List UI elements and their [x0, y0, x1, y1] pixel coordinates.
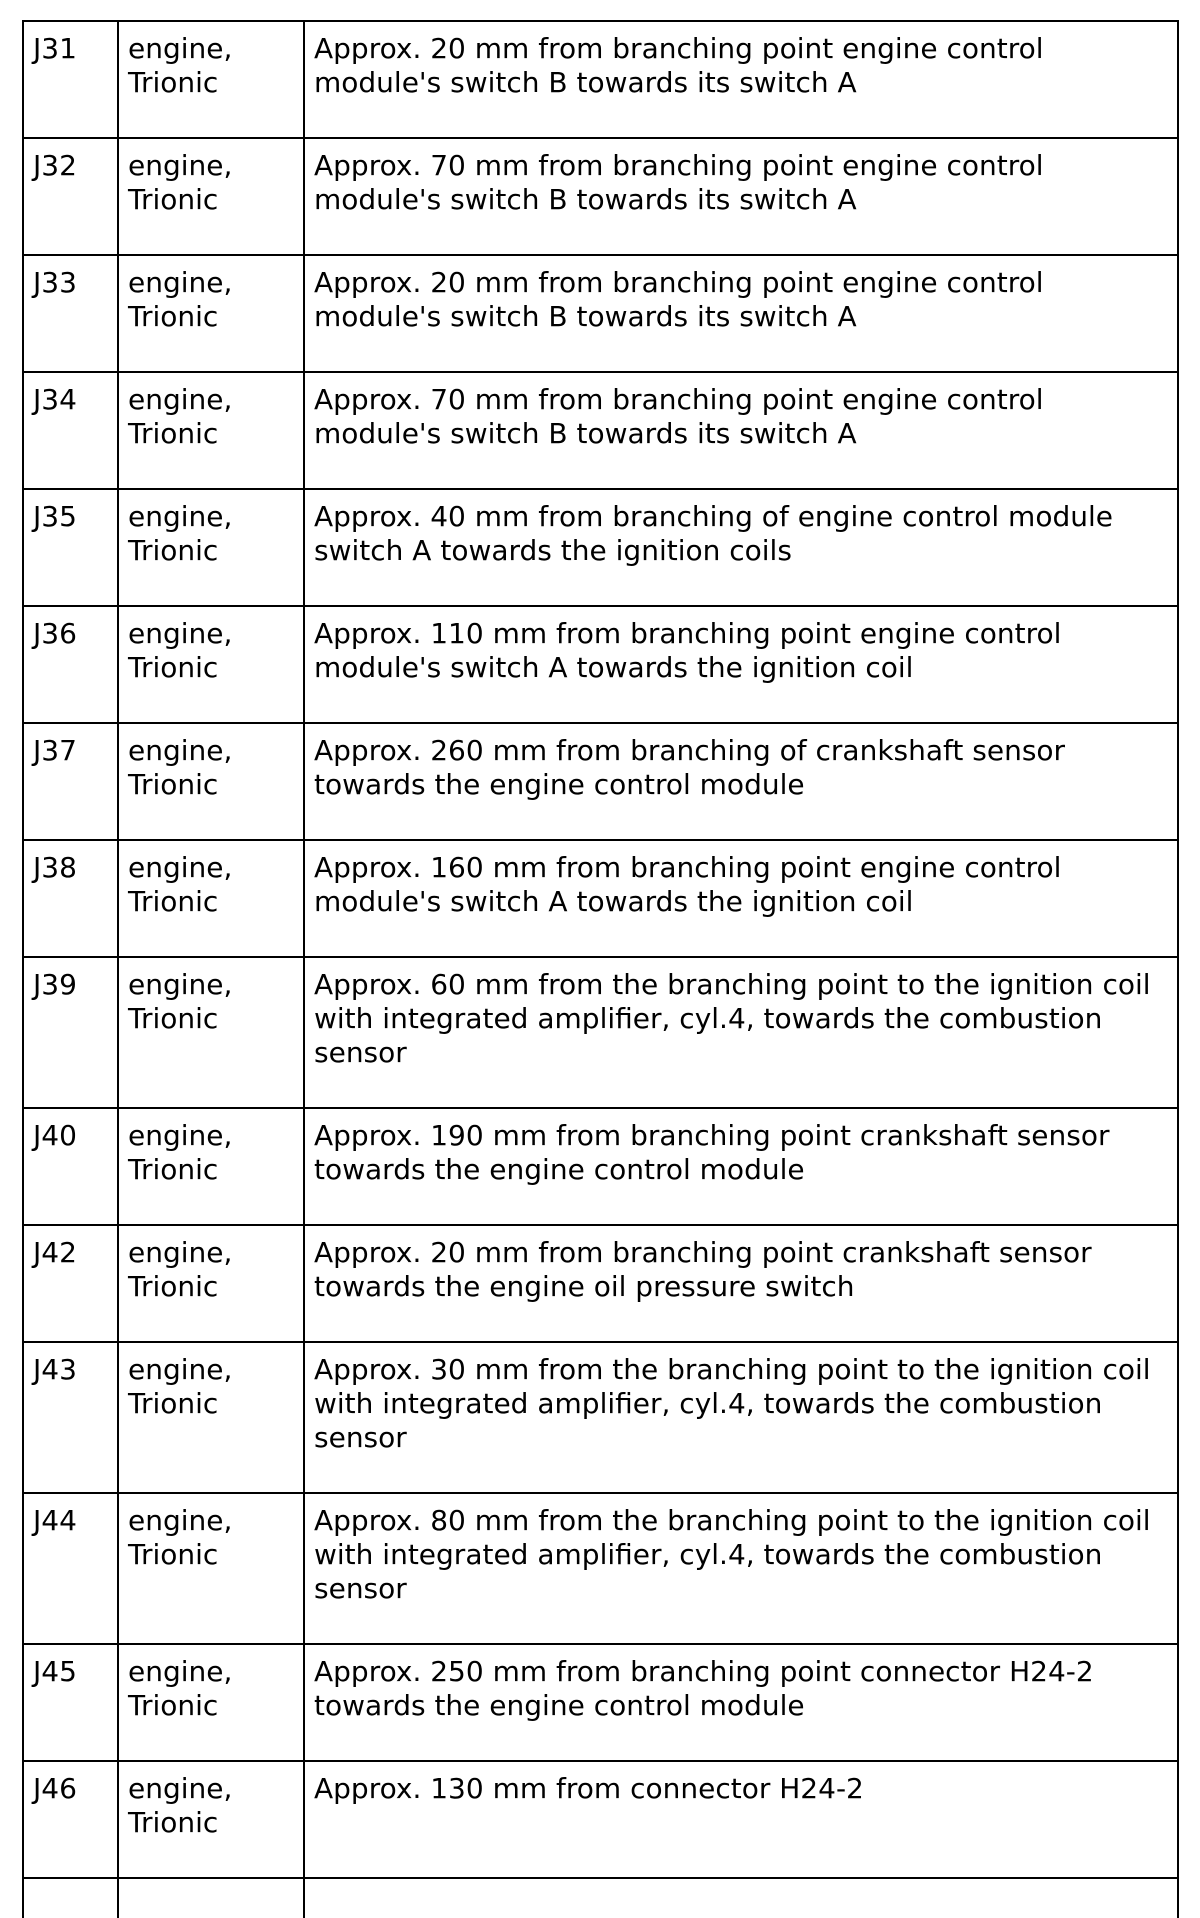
location-cell: engine, Trionic — [118, 1108, 304, 1225]
location-cell: engine, Trionic — [118, 723, 304, 840]
splice-id-cell: J38 — [23, 840, 118, 957]
description-cell: Approx. 70 mm from branching point engine control module's switch B towards its switch A — [304, 138, 1178, 255]
table-row — [23, 1342, 1178, 1493]
table-row — [23, 723, 1178, 840]
table-row — [23, 1761, 1178, 1878]
table-row — [23, 840, 1178, 957]
table-row — [23, 606, 1178, 723]
description-cell: Approx. 130 mm from connector H24-2 — [304, 1761, 1178, 1878]
location-cell: engine, Trionic — [118, 372, 304, 489]
location-cell: engine, Trionic — [118, 606, 304, 723]
location-cell: engine, Trionic — [118, 1225, 304, 1342]
table-row — [23, 1108, 1178, 1225]
splice-id-cell: J46 — [23, 1761, 118, 1878]
table-row — [23, 1225, 1178, 1342]
table-row — [23, 138, 1178, 255]
description-cell: Approx. 20 mm from branching point crankshaft sensor towards the engine oil pressure switch — [304, 1225, 1178, 1342]
splice-location-table — [22, 20, 1179, 1918]
table-row — [23, 1644, 1178, 1761]
description-cell — [304, 1878, 1178, 1918]
location-cell — [118, 1878, 304, 1918]
description-cell: Approx. 80 mm from the branching point to the ignition coil with integrated amplifier, cyl.4, towards the combustion sensor — [304, 1493, 1178, 1644]
description-cell: Approx. 110 mm from branching point engine control module's switch A towards the ignition coil — [304, 606, 1178, 723]
location-cell: engine, Trionic — [118, 489, 304, 606]
table-row — [23, 1493, 1178, 1644]
splice-id-cell: J36 — [23, 606, 118, 723]
location-cell: engine, Trionic — [118, 840, 304, 957]
splice-id-cell: J35 — [23, 489, 118, 606]
description-cell: Approx. 70 mm from branching point engine control module's switch B towards its switch A — [304, 372, 1178, 489]
description-cell: Approx. 250 mm from branching point connector H24-2 towards the engine control module — [304, 1644, 1178, 1761]
splice-id-cell: J44 — [23, 1493, 118, 1644]
splice-id-cell: J39 — [23, 957, 118, 1108]
location-cell: engine, Trionic — [118, 1493, 304, 1644]
description-cell: Approx. 30 mm from the branching point to the ignition coil with integrated amplifier, cyl.4, towards the combustion sensor — [304, 1342, 1178, 1493]
splice-id-cell: J33 — [23, 255, 118, 372]
splice-id-cell: J31 — [23, 21, 118, 138]
splice-id-cell: J40 — [23, 1108, 118, 1225]
table-row — [23, 957, 1178, 1108]
table-row — [23, 372, 1178, 489]
table-row — [23, 489, 1178, 606]
description-cell: Approx. 20 mm from branching point engine control module's switch B towards its switch A — [304, 255, 1178, 372]
description-cell: Approx. 190 mm from branching point crankshaft sensor towards the engine control module — [304, 1108, 1178, 1225]
location-cell: engine, Trionic — [118, 138, 304, 255]
location-cell: engine, Trionic — [118, 21, 304, 138]
description-cell: Approx. 60 mm from the branching point to the ignition coil with integrated amplifier, cyl.4, towards the combustion sensor — [304, 957, 1178, 1108]
splice-id-cell: J43 — [23, 1342, 118, 1493]
description-cell: Approx. 260 mm from branching of crankshaft sensor towards the engine control module — [304, 723, 1178, 840]
location-cell: engine, Trionic — [118, 957, 304, 1108]
description-cell: Approx. 160 mm from branching point engine control module's switch A towards the ignition coil — [304, 840, 1178, 957]
location-cell: engine, Trionic — [118, 1761, 304, 1878]
table-row — [23, 255, 1178, 372]
description-cell: Approx. 40 mm from branching of engine control module switch A towards the ignition coils — [304, 489, 1178, 606]
splice-id-cell: J34 — [23, 372, 118, 489]
location-cell: engine, Trionic — [118, 1644, 304, 1761]
splice-id-cell: J45 — [23, 1644, 118, 1761]
table-row-continued — [23, 1878, 1178, 1918]
splice-id-cell: J32 — [23, 138, 118, 255]
location-cell: engine, Trionic — [118, 255, 304, 372]
splice-id-cell: J37 — [23, 723, 118, 840]
description-cell: Approx. 20 mm from branching point engine control module's switch B towards its switch A — [304, 21, 1178, 138]
splice-id-cell: J42 — [23, 1225, 118, 1342]
splice-id-cell — [23, 1878, 118, 1918]
location-cell: engine, Trionic — [118, 1342, 304, 1493]
table-row — [23, 21, 1178, 138]
